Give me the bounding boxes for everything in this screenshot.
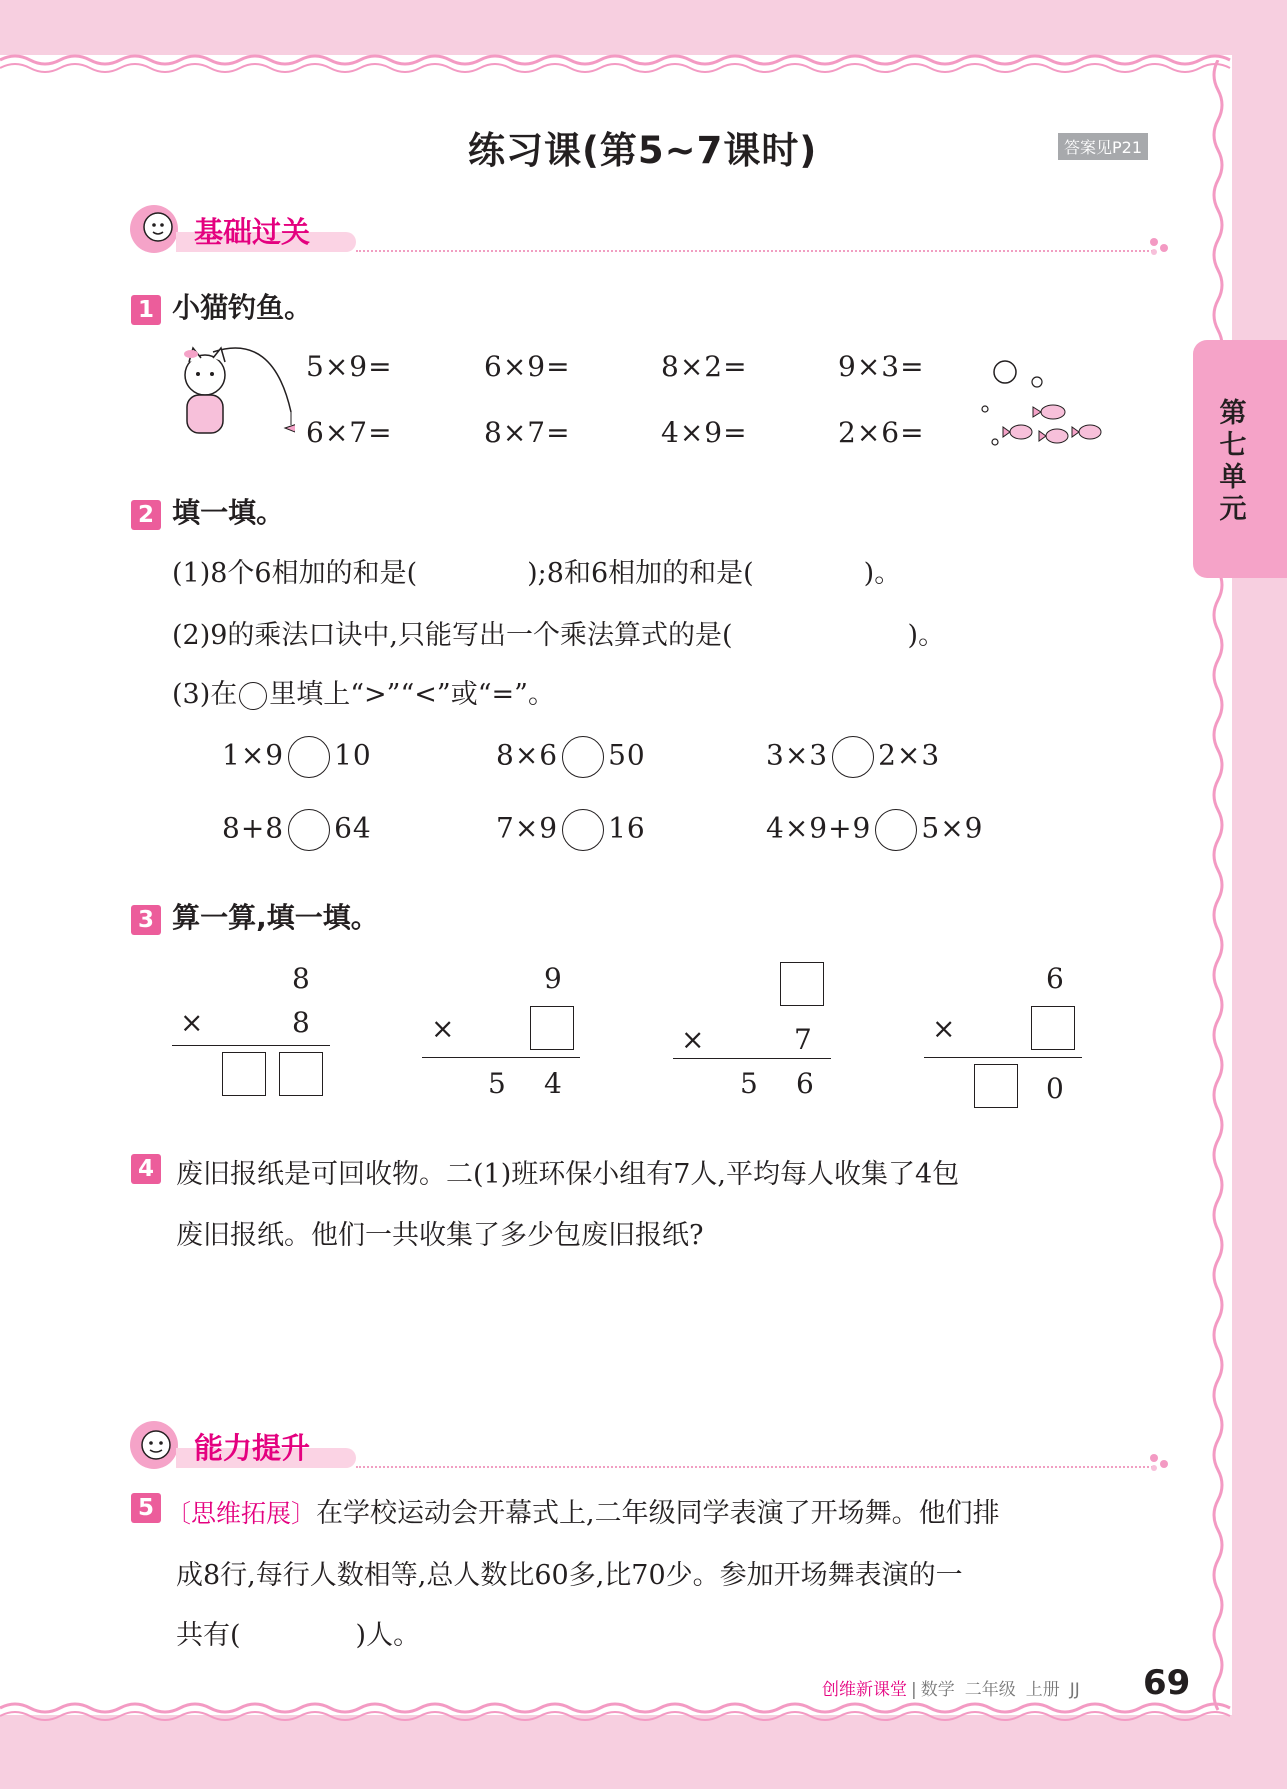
footer-volume: 上册 <box>1025 1680 1060 1700</box>
footer-info: 创维新课堂 | 数学 二年级 上册 JJ <box>822 1680 1080 1700</box>
bottom-wave-border <box>0 1702 1240 1726</box>
compare-circle[interactable] <box>832 736 874 778</box>
unit-side-tab-label: 第七单元 <box>1219 398 1247 525</box>
q2-sub3 <box>172 672 555 711</box>
cmp-item-4 <box>222 809 372 851</box>
p4-answer-box-2[interactable] <box>974 1064 1018 1108</box>
p3-result-digit-1: 5 <box>740 1067 759 1100</box>
compare-circle[interactable] <box>562 809 604 851</box>
q2-s1b: );8和6相加的和是( <box>527 558 754 589</box>
p2-result-digit-1: 5 <box>488 1067 507 1100</box>
p2-top-digit: 9 <box>544 962 563 995</box>
q2-sub2 <box>172 613 945 652</box>
compare-circle[interactable] <box>288 809 330 851</box>
q4-answer-area[interactable] <box>176 1260 1166 1400</box>
q5-line1-text: 在学校运动会开幕式上,二年级同学表演了开场舞。他们排 <box>316 1498 1000 1529</box>
section-basic-label: 基础过关 <box>194 215 311 249</box>
cmp-right: 5×9 <box>921 811 984 845</box>
cmp-left: 8+8 <box>222 811 285 845</box>
q2-header <box>131 491 284 531</box>
cmp-left: 7×9 <box>496 811 559 845</box>
page-title: 练习课(第5~7课时) <box>468 129 818 172</box>
section-advanced-label: 能力提升 <box>194 1431 311 1465</box>
cmp-left: 3×3 <box>766 738 829 772</box>
q5-line-1 <box>166 1491 1000 1530</box>
section-divider <box>356 250 1156 252</box>
p3-mid-digit: 7 <box>794 1023 813 1056</box>
p3-result-digit-2: 6 <box>796 1067 815 1100</box>
q2-s2b: )。 <box>907 620 946 651</box>
q1-expr-6: 8×7= <box>484 416 571 449</box>
q2-s1a: (1)8个6相加的和是( <box>172 558 418 589</box>
q1-title: 小猫钓鱼。 <box>172 291 313 324</box>
footer-edition: JJ <box>1069 1680 1080 1700</box>
p3-rule <box>673 1058 831 1059</box>
times-sign: × <box>431 1012 456 1045</box>
answer-reference: 答案见P21 <box>1058 133 1148 160</box>
q1-expr-8: 2×6= <box>838 416 925 449</box>
q1-header <box>131 286 312 326</box>
section-mascot-icon <box>128 203 180 255</box>
p1-top-digit: 8 <box>292 962 311 995</box>
q5-number: 5 <box>131 1493 161 1523</box>
inline-circle-icon <box>239 682 267 710</box>
cmp-right: 10 <box>334 738 372 772</box>
q5-line3b: )人。 <box>355 1620 421 1651</box>
right-wave-border <box>1204 60 1234 1720</box>
cmp-item-1 <box>222 736 372 778</box>
cmp-right: 64 <box>334 811 372 845</box>
cmp-right: 2×3 <box>878 738 941 772</box>
q1-expr-3: 8×2= <box>661 350 748 383</box>
q5-line-3 <box>176 1613 420 1652</box>
q4-number: 4 <box>131 1154 161 1184</box>
q5-line-2: 成8行,每行人数相等,总人数比60多,比70少。参加开场舞表演的一 <box>176 1560 963 1591</box>
footer-grade: 二年级 <box>964 1680 1016 1700</box>
p4-top-digit: 6 <box>1046 962 1065 995</box>
p4-result-digit-2: 0 <box>1046 1072 1065 1105</box>
cmp-left: 4×9+9 <box>766 811 872 845</box>
q1-expr-5: 6×7= <box>306 416 393 449</box>
p4-rule <box>924 1057 1082 1058</box>
page-number: 69 <box>1143 1663 1191 1703</box>
cmp-left: 8×6 <box>496 738 559 772</box>
q2-s3b: 里填上“>”“<”或“=”。 <box>269 679 555 710</box>
q1-expr-7: 4×9= <box>661 416 748 449</box>
cmp-item-3 <box>766 736 940 778</box>
q1-number: 1 <box>131 295 161 325</box>
p2-answer-box[interactable] <box>530 1006 574 1050</box>
p2-rule <box>422 1057 580 1058</box>
q1-expr-4: 9×3= <box>838 350 925 383</box>
p1-mid-digit: 8 <box>292 1006 311 1039</box>
q3-number: 3 <box>131 905 161 935</box>
p3-answer-box[interactable] <box>780 962 824 1006</box>
compare-circle[interactable] <box>288 736 330 778</box>
section-divider <box>356 1466 1156 1468</box>
p2-result-digit-2: 4 <box>544 1067 563 1100</box>
cmp-left: 1×9 <box>222 738 285 772</box>
top-wave-border <box>0 52 1240 76</box>
q4-line-2: 废旧报纸。他们一共收集了多少包废旧报纸? <box>176 1220 704 1251</box>
q2-number: 2 <box>131 500 161 530</box>
q2-s1c: )。 <box>863 558 902 589</box>
fish-bubbles-icon <box>975 354 1115 454</box>
decorative-dots-icon <box>1148 236 1172 256</box>
q3-title: 算一算,填一填。 <box>172 901 379 934</box>
p1-rule <box>172 1045 330 1046</box>
q1-expr-1: 5×9= <box>306 350 393 383</box>
footer-brand: 创维新课堂 <box>822 1680 907 1700</box>
cmp-right: 50 <box>608 738 646 772</box>
times-sign: × <box>681 1023 706 1056</box>
q5-line3a: 共有( <box>176 1620 241 1651</box>
compare-circle[interactable] <box>875 809 917 851</box>
decorative-dots-icon <box>1148 1452 1172 1472</box>
cmp-item-5 <box>496 809 646 851</box>
q2-title: 填一填。 <box>172 496 285 529</box>
q2-s3a: (3)在 <box>172 679 238 710</box>
times-sign: × <box>180 1006 205 1039</box>
cmp-right: 16 <box>608 811 646 845</box>
q4-line-1: 废旧报纸是可回收物。二(1)班环保小组有7人,平均每人收集了4包 <box>176 1159 960 1190</box>
p4-answer-box-1[interactable] <box>1031 1006 1075 1050</box>
compare-circle[interactable] <box>562 736 604 778</box>
q1-expr-2: 6×9= <box>484 350 571 383</box>
cmp-item-6 <box>766 809 983 851</box>
section-mascot-icon <box>128 1419 180 1471</box>
footer-subject: 数学 <box>920 1680 955 1700</box>
q4-header <box>131 1154 161 1184</box>
q2-s2a: (2)9的乘法口诀中,只能写出一个乘法算式的是( <box>172 620 733 651</box>
q5-header <box>131 1493 161 1523</box>
cmp-item-2 <box>496 736 646 778</box>
q3-header <box>131 896 379 936</box>
p1-answer-box-2[interactable] <box>279 1052 323 1096</box>
q2-sub1 <box>172 551 901 590</box>
times-sign: × <box>932 1012 957 1045</box>
q5-tag: 〔思维拓展〕 <box>166 1499 317 1528</box>
p1-answer-box-1[interactable] <box>222 1052 266 1096</box>
cat-fishing-icon <box>165 340 295 445</box>
